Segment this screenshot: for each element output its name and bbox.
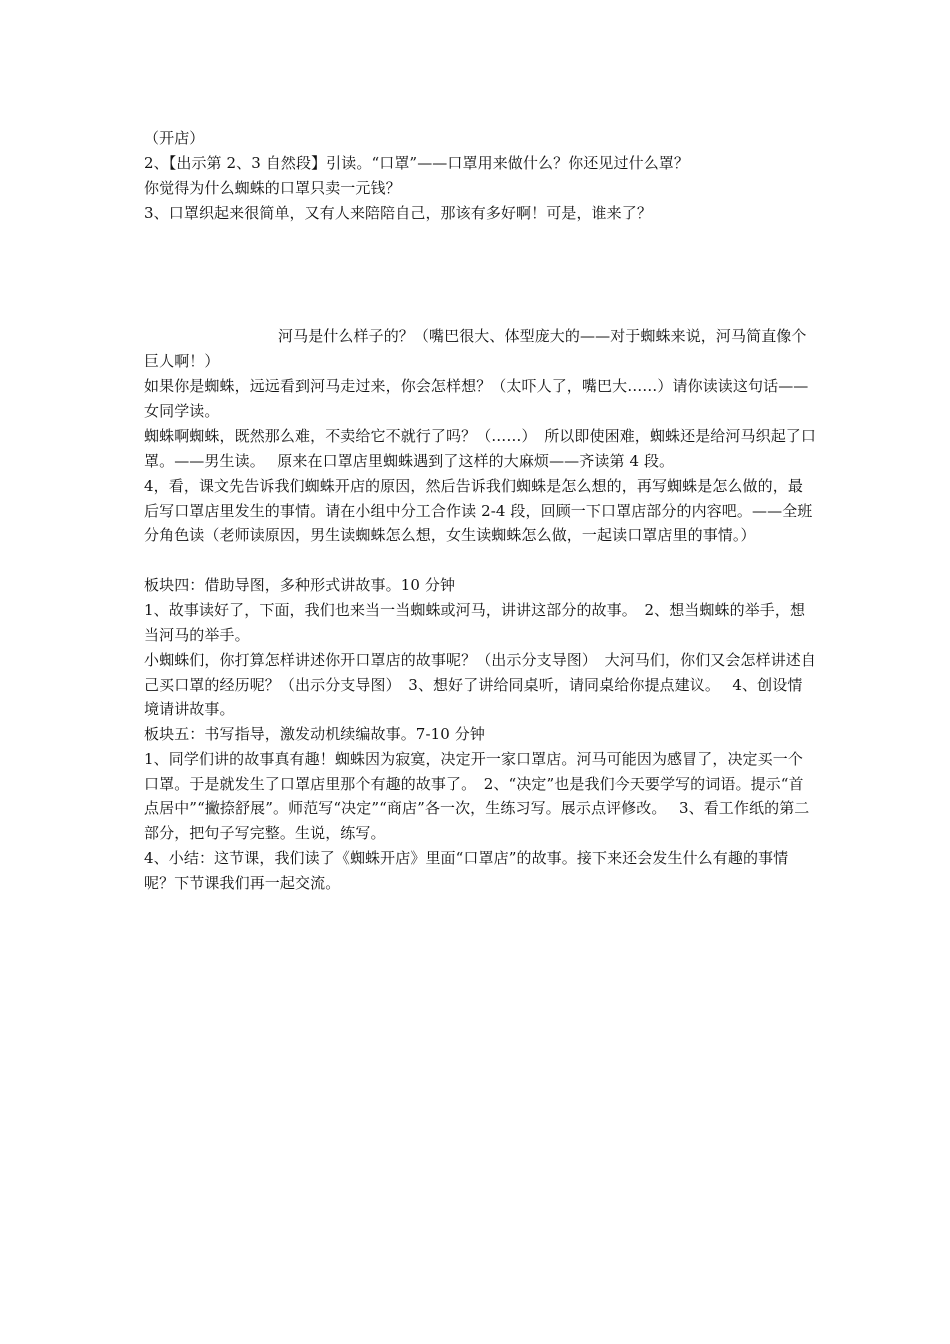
paragraph-step-4-roles: 4，看，课文先告诉我们蜘蛛开店的原因，然后告诉我们蜘蛛是怎么想的，再写蜘蛛是怎么做的，最后写口罩店里发生的事情。请在小组中分工合作读 2-4 段，回顾一下口罩店部分的内容吧。——全班分角色读（老师读原因，男生读蜘蛛怎么想，女生读蜘蛛怎么做，一起读口罩店里的事情。） <box>144 477 813 544</box>
paragraph-question-price: 你觉得为什么蜘蛛的口罩只卖一元钱？ <box>144 179 401 197</box>
paragraph-girls-read: 如果你是蜘蛛，远远看到河马走过来，你会怎样想？（太吓人了，嘴巴大……）请你读读这句话——女同学读。 <box>144 377 809 420</box>
section-heading-four: 板块四：借助导图，多种形式讲故事。10 分钟 <box>144 576 456 594</box>
paragraph-tell-story: 1、故事读好了，下面，我们也来当一当蜘蛛或河马，讲讲这部分的故事。 2、想当蜘蛛的举手，想当河马的举手。 <box>144 601 806 644</box>
paragraph-summary: 4、小结：这节课，我们读了《蜘蛛开店》里面“口罩店”的故事。接下来还会发生什么有趣的事情呢？下节课我们再一起交流。 <box>144 849 789 892</box>
paragraph-open-shop: （开店） <box>144 129 205 147</box>
paragraph-step-2: 2、【出示第 2、3 自然段】引读。“口罩”——口罩用来做什么？你还见过什么罩？ <box>144 154 690 172</box>
paragraph-boys-read: 蜘蛛啊蜘蛛，既然那么难，不卖给它不就行了吗？（……） 所以即使困难，蜘蛛还是给河马织起了口罩。——男生读。 原来在口罩店里蜘蛛遇到了这样的大麻烦——齐读第 4 段。 <box>144 427 817 470</box>
section-heading-five: 板块五：书写指导，激发动机续编故事。7-10 分钟 <box>144 725 485 743</box>
paragraph-writing-guidance: 1、同学们讲的故事真有趣！蜘蛛因为寂寞，决定开一家口罩店。河马可能因为感冒了，决定买一个口罩。于是就发生了口罩店里那个有趣的故事了。 2、“决定”也是我们今天要学写的词语。提示“首点居中”“撇捺舒展”。师范写“决定”“商店”各一次，生练习写。展示点评修改。 3、看工作纸的第二部分，把句子写完整。生说，练写。 <box>144 750 810 842</box>
paragraph-mind-map: 小蜘蛛们，你打算怎样讲述你开口罩店的故事呢？（出示分支导图） 大河马们，你们又会怎样讲述自己买口罩的经历呢？（出示分支导图） 3、想好了讲给同桌听，请同桌给你提点建议。 4、创设情境请讲故事。 <box>144 651 817 718</box>
paragraph-hippo-description: 河马是什么样子的？（嘴巴很大、体型庞大的——对于蜘蛛来说，河马简直像个巨人啊！） <box>144 327 807 370</box>
paragraph-step-3: 3、口罩织起来很简单，又有人来陪陪自己，那该有多好啊！可是，谁来了？ <box>144 204 652 222</box>
